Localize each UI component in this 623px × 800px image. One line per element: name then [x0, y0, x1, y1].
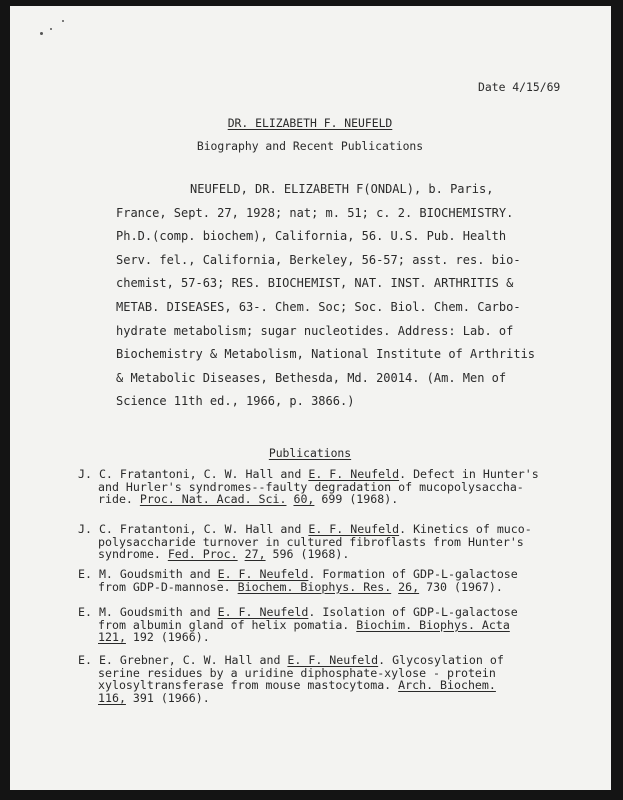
document-page	[10, 6, 611, 790]
publication-entry: E. E. Grebner, C. W. Hall and E. F. Neufeld. Glycosylation of serine residues by a uridine diphosphate-xylose - protein xylosyltransferase from mouse mastocytoma. Arch. Biochem. 116, 391 (1966).	[78, 653, 504, 705]
journal-volume: 116,	[98, 690, 126, 705]
document-title	[10, 116, 610, 130]
journal-volume: 27,	[244, 547, 266, 562]
bio-line: & Metabolic Diseases, Bethesda, Md. 20014. (Am. Men of	[116, 370, 507, 385]
journal-volume: 26,	[398, 579, 420, 594]
journal-volume: 121,	[98, 630, 126, 645]
journal-name: Fed. Proc.	[167, 547, 238, 562]
document-subtitle: Biography and Recent Publications	[196, 139, 424, 153]
bio-line: chemist, 57-63; RES. BIOCHEMIST, NAT. INST. ARTHRITIS &	[116, 276, 514, 291]
neufeld-name: E. F. Neufeld	[217, 605, 309, 619]
publication-entry: E. M. Goudsmith and E. F. Neufeld. Formation of GDP-L-galactose from GDP-D-mannose. Biochem. Biophys. Res. 26, 730 (1967).	[78, 567, 518, 594]
paper-speck	[40, 32, 43, 35]
publication-entry: J. C. Fratantoni, C. W. Hall and E. F. Neufeld. Kinetics of muco- polysaccharide turnover in cultured fibroflasts from Hunter's syndrome. Fed. Proc. 27, 596 (1968).	[78, 522, 532, 562]
neufeld-name: E. F. Neufeld	[308, 522, 400, 536]
journal-name: Arch. Biochem.	[398, 678, 496, 693]
neufeld-name: E. F. Neufeld	[308, 467, 400, 481]
journal-name: Biochim. Biophys. Acta	[356, 617, 510, 632]
neufeld-name: E. F. Neufeld	[217, 567, 309, 581]
paper-speck	[62, 20, 64, 22]
journal-volume: 60,	[293, 492, 315, 507]
bio-line: NEUFELD, DR. ELIZABETH F(ONDAL), b. Paris,	[190, 182, 494, 196]
bio-line: METAB. DISEASES, 63-. Chem. Soc; Soc. Biol. Chem. Carbo-	[116, 299, 521, 314]
date-line: Date 4/15/69	[478, 80, 561, 94]
publications-heading-text: Publications	[268, 446, 352, 460]
bio-line: Science 11th ed., 1966, p. 3866.)	[116, 394, 355, 409]
publication-entry: E. M. Goudsmith and E. F. Neufeld. Isolation of GDP-L-galactose from albumin gland of helix pomatia. Biochim. Biophys. Acta 121, 192 (1966).	[78, 605, 518, 645]
journal-name: Biochem. Biophys. Res.	[237, 579, 392, 594]
journal-name: Proc. Nat. Acad. Sci.	[139, 492, 287, 507]
bio-line: France, Sept. 27, 1928; nat; m. 51; c. 2. BIOCHEMISTRY.	[116, 205, 514, 220]
paper-speck	[50, 28, 52, 30]
bio-line: Serv. fel., California, Berkeley, 56-57; asst. res. bio-	[116, 252, 521, 267]
neufeld-name: E. F. Neufeld	[287, 653, 379, 667]
bio-line: hydrate metabolism; sugar nucleotides. Address: Lab. of	[116, 323, 514, 338]
title-text: DR. ELIZABETH F. NEUFELD	[227, 116, 393, 130]
publications-heading	[10, 446, 610, 460]
biography-block	[116, 178, 535, 414]
bio-line: Biochemistry & Metabolism, National Institute of Arthritis	[116, 347, 536, 362]
bio-line: Ph.D.(comp. biochem), California, 56. U.S. Pub. Health	[116, 229, 507, 244]
publication-entry: J. C. Fratantoni, C. W. Hall and E. F. Neufeld. Defect in Hunter's and Hurler's syndromes--faulty degradation of mucopolysaccha- ride. Proc. Nat. Acad. Sci. 60, 699 (1968).	[78, 467, 539, 507]
